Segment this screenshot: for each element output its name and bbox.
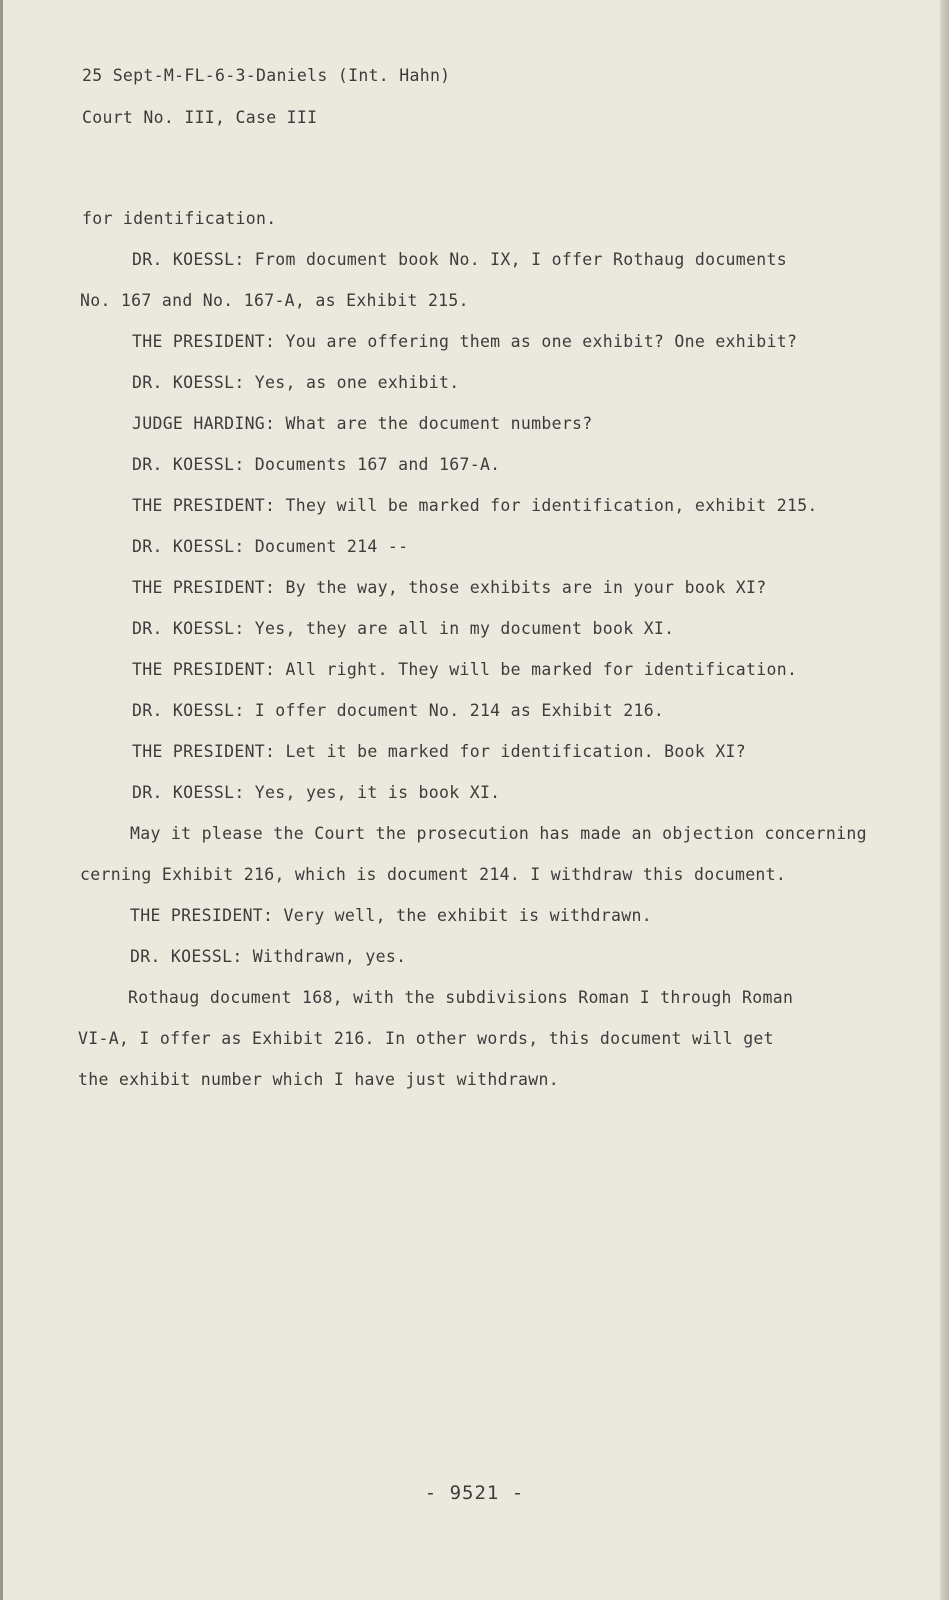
body-line: DR. KOESSL: Document 214 -- xyxy=(132,537,409,556)
body-line: No. 167 and No. 167-A, as Exhibit 215. xyxy=(80,291,469,310)
body-line: for identification. xyxy=(82,209,277,228)
body-line: May it please the Court the prosecution has made an objection concerning xyxy=(130,824,867,843)
header-line-2: Court No. III, Case III xyxy=(82,108,318,127)
body-line: DR. KOESSL: I offer document No. 214 as Exhibit 216. xyxy=(132,701,665,720)
body-line: Rothaug document 168, with the subdivisions Roman I through Roman xyxy=(128,988,794,1007)
body-line: cerning Exhibit 216, which is document 214. I withdraw this document. xyxy=(80,865,787,884)
body-line: THE PRESIDENT: Very well, the exhibit is withdrawn. xyxy=(130,906,652,925)
body-line: DR. KOESSL: Withdrawn, yes. xyxy=(130,947,407,966)
scan-edge-left xyxy=(0,0,3,1600)
body-line: DR. KOESSL: Yes, yes, it is book XI. xyxy=(132,783,501,802)
body-line: THE PRESIDENT: All right. They will be marked for identification. xyxy=(132,660,798,679)
body-line: VI-A, I offer as Exhibit 216. In other words, this document will get xyxy=(78,1029,774,1048)
body-line: JUDGE HARDING: What are the document numbers? xyxy=(132,414,593,433)
page-number: - 9521 - xyxy=(424,1482,525,1504)
body-line: DR. KOESSL: Yes, as one exhibit. xyxy=(132,373,460,392)
body-line: DR. KOESSL: Documents 167 and 167-A. xyxy=(132,455,501,474)
body-line: the exhibit number which I have just withdrawn. xyxy=(78,1070,559,1089)
body-line: THE PRESIDENT: You are offering them as one exhibit? One exhibit? xyxy=(132,332,798,351)
body-line: THE PRESIDENT: They will be marked for identification, exhibit 215. xyxy=(132,496,818,515)
body-line: THE PRESIDENT: Let it be marked for identification. Book XI? xyxy=(132,742,747,761)
body-line: THE PRESIDENT: By the way, those exhibits are in your book XI? xyxy=(132,578,767,597)
page-edge-right xyxy=(940,0,949,1600)
header-line-1: 25 Sept-M-FL-6-3-Daniels (Int. Hahn) xyxy=(82,66,451,85)
body-line: DR. KOESSL: Yes, they are all in my document book XI. xyxy=(132,619,675,638)
body-line: DR. KOESSL: From document book No. IX, I offer Rothaug documents xyxy=(132,250,787,269)
